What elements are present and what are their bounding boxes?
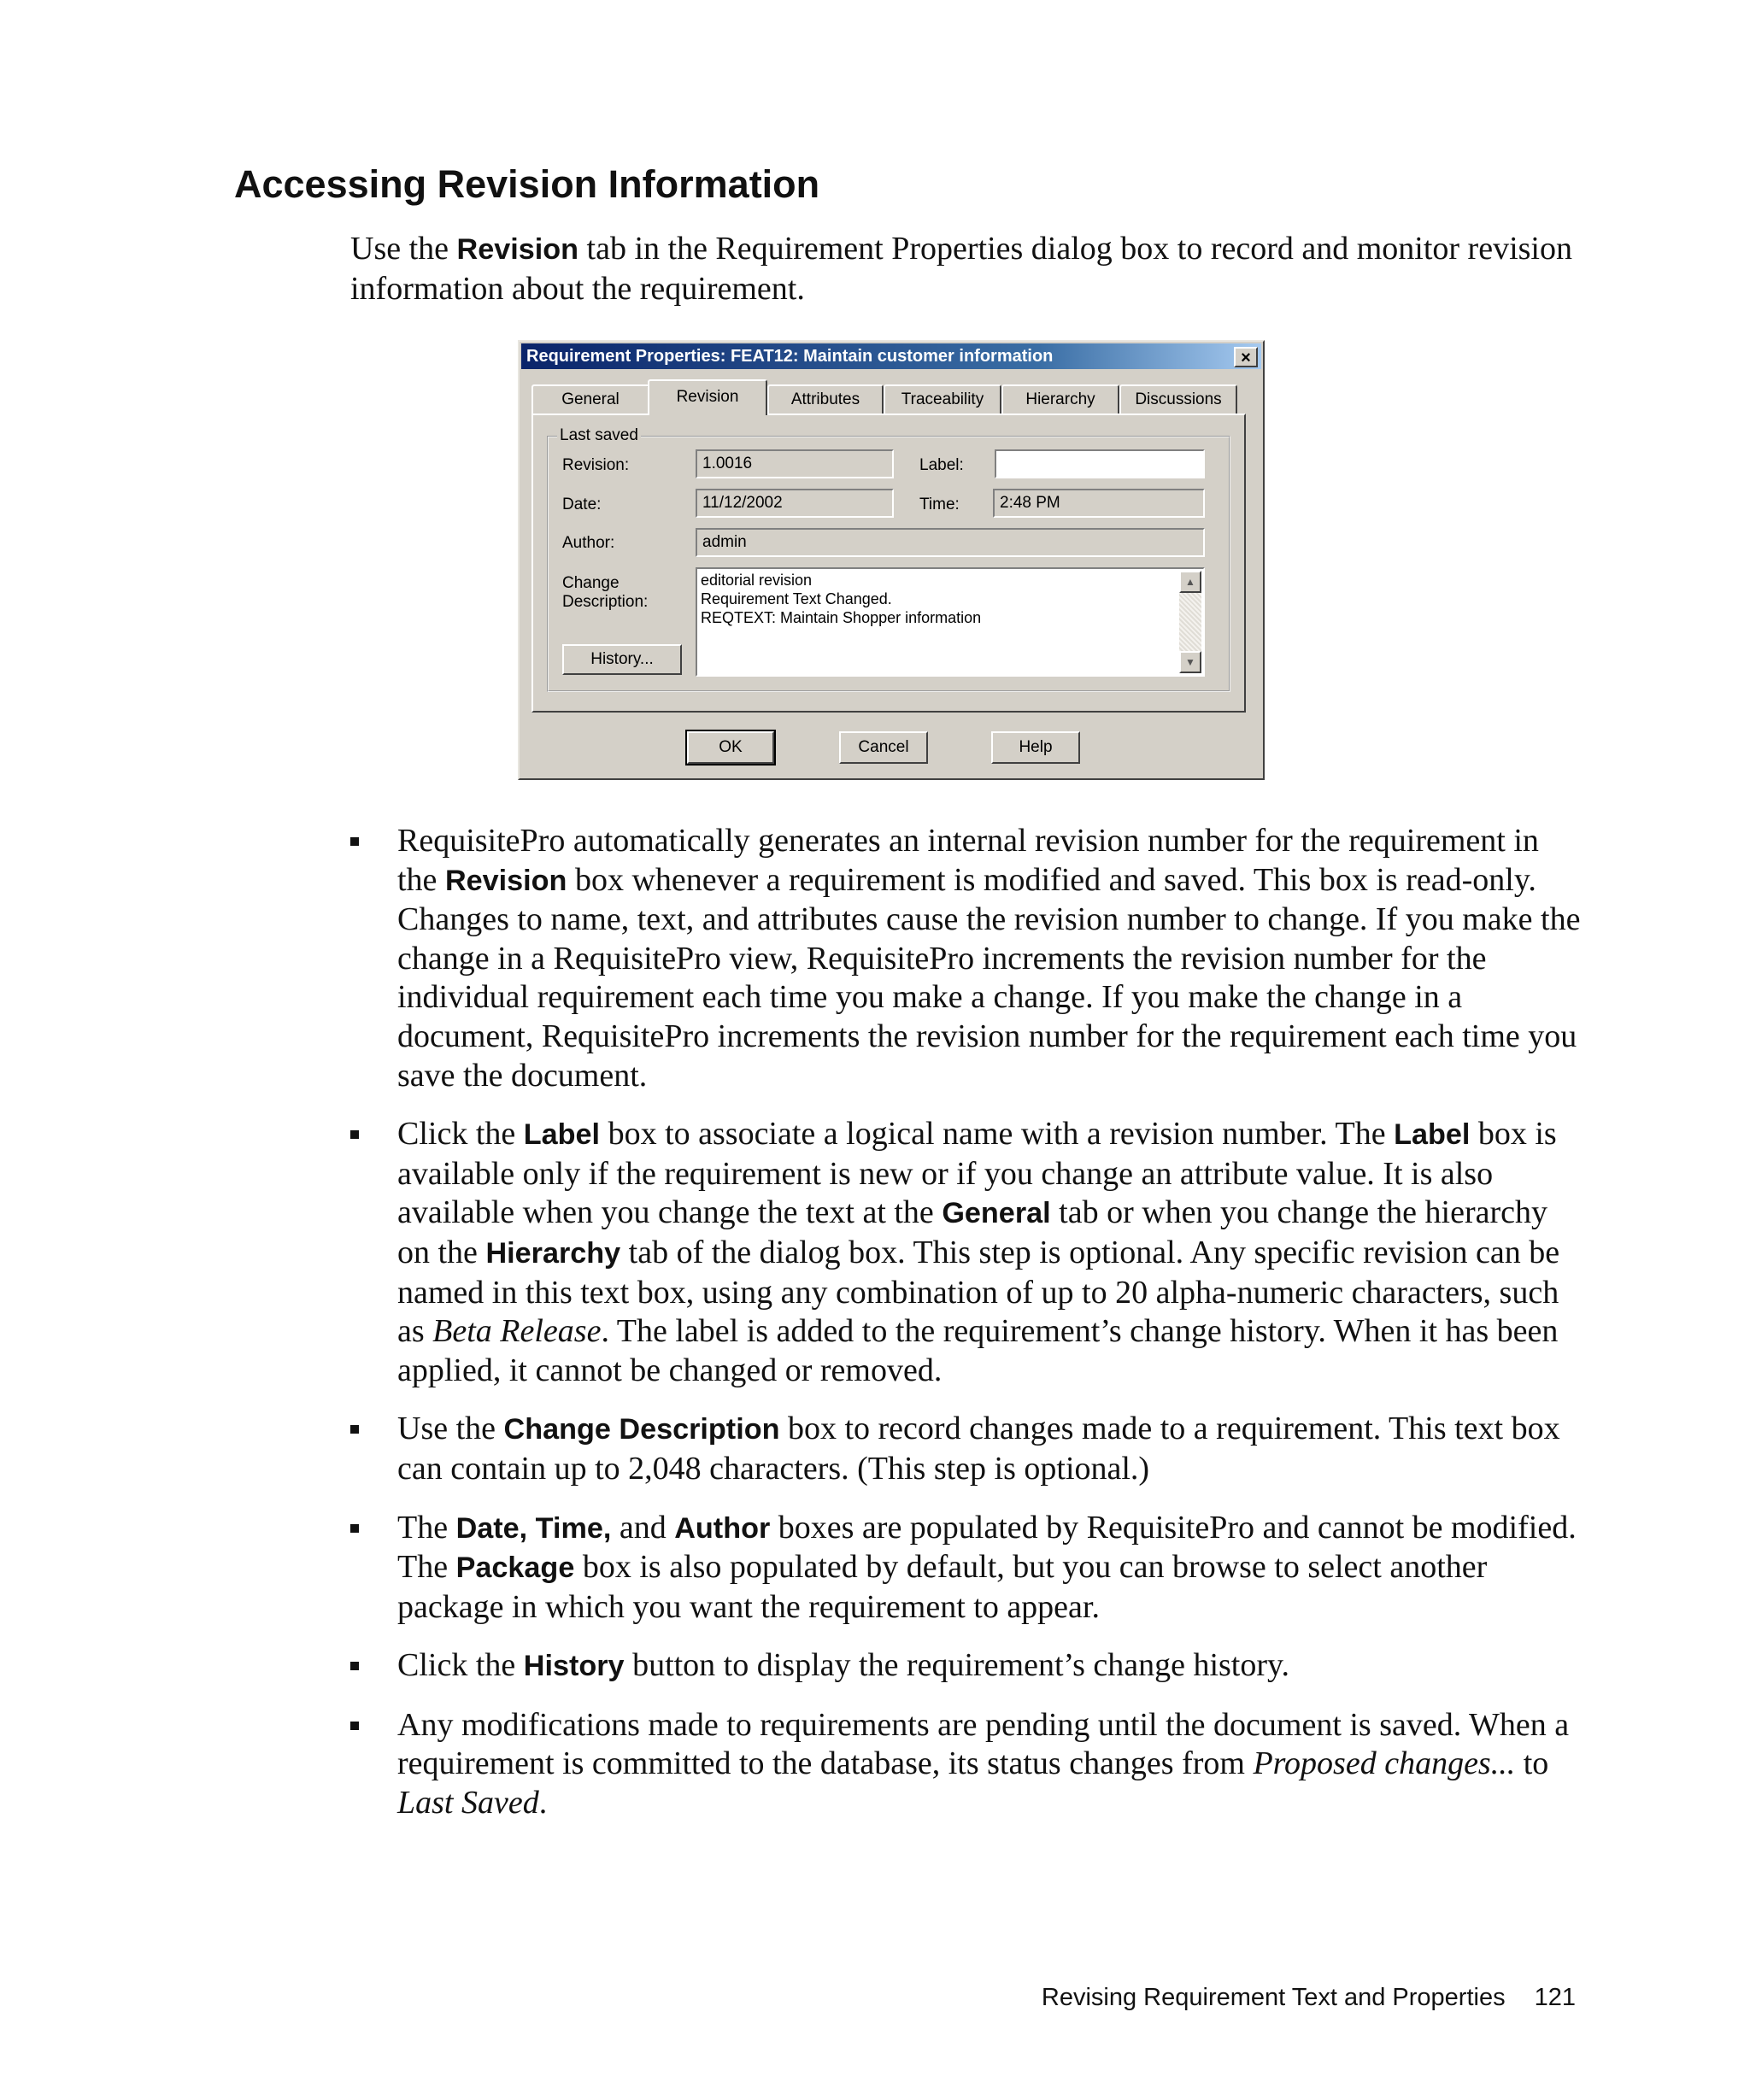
list-item: Any modifications made to requirements are pending until the document is saved. When a requirement is committed to the database, its status changes from Proposed changes... to Last Saved. [350, 1706, 1581, 1823]
last-saved-group [547, 426, 1230, 692]
change-description-line: REQTEXT: Maintain Shopper information [701, 609, 982, 626]
page-number: 121 [1534, 1984, 1576, 2011]
list-item: Click the Label box to associate a logical name with a revision number. The Label box is available only if the requirement is new or if you change an attribute value. It is also available when you change the text at the General tab or when you change the hierarchy on the Hierarchy tab of the dialog box. This step is optional. Any specific revision can be named in this text box, using any combination of up to 20 alpha-numeric characters, such as Beta Release. The label is added to the requirement’s change history. When it has been applied, it cannot be changed or removed. [350, 1115, 1581, 1390]
tab-attributes[interactable]: Attributes [767, 384, 884, 414]
cancel-button[interactable]: Cancel [839, 731, 928, 764]
history-button[interactable]: History... [562, 644, 682, 675]
revision-field: 1.0016 [696, 449, 894, 478]
ok-button[interactable]: OK [687, 731, 774, 764]
time-label: Time: [919, 496, 960, 513]
author-label: Author: [562, 534, 615, 552]
dialog-title-bar[interactable] [521, 343, 1261, 369]
date-label: Date: [562, 496, 602, 513]
time-field: 2:48 PM [993, 489, 1205, 518]
tab-general[interactable]: General [531, 384, 649, 414]
change-label-line1: Change [562, 574, 620, 592]
bullet-list [350, 822, 1581, 1843]
tab-traceability[interactable]: Traceability [884, 384, 1001, 414]
list-item: Use the Change Description box to record changes made to a requirement. This text box can contain up to 2,048 characters. (This step is optional.) [350, 1410, 1581, 1488]
scroll-up-icon[interactable]: ▲ [1179, 571, 1201, 593]
label-input[interactable] [995, 449, 1205, 478]
close-icon[interactable]: × [1234, 347, 1258, 367]
change-description-line: editorial revision [701, 572, 813, 589]
footer-section-title: Revising Requirement Text and Properties [1041, 1984, 1506, 2011]
page-footer [1042, 1984, 1576, 2012]
vertical-scrollbar[interactable] [1179, 571, 1201, 673]
list-item: RequisitePro automatically generates an internal revision number for the requirement in the Revision box whenever a requirement is modified and saved. This box is read-only. Changes to name, text, and attributes cause the revision number to change. If you make the change in a RequisitePro view, RequisitePro increments the revision number for the individual requirement each time you make a change. If you make the change in a document, RequisitePro increments the revision number for the requirement each time you save the document. [350, 822, 1581, 1095]
label-label: Label: [919, 456, 964, 474]
tab-discussions[interactable]: Discussions [1119, 384, 1237, 414]
list-item: Click the History button to display the requirement’s change history. [350, 1646, 1581, 1686]
list-item: The Date, Time, and Author boxes are populated by RequisitePro and cannot be modified. The Package box is also populated by default, but you can browse to select another package in which you want the requirement to appear. [350, 1509, 1581, 1628]
change-label-line2: Description: [562, 593, 649, 611]
intro-paragraph: Use the Revision tab in the Requirement Properties dialog box to record and monitor revision information about the requirement. [350, 231, 1572, 307]
revision-tab-panel [531, 414, 1246, 713]
group-title: Last saved [557, 426, 641, 445]
date-field: 11/12/2002 [696, 489, 894, 518]
section-heading: Accessing Revision Information [234, 162, 820, 206]
tab-revision[interactable]: Revision [648, 379, 767, 415]
tab-hierarchy[interactable]: Hierarchy [1001, 384, 1119, 414]
scroll-down-icon[interactable]: ▼ [1179, 651, 1201, 673]
dialog-title: Requirement Properties: FEAT12: Maintain customer information [526, 347, 1054, 366]
change-description-line: Requirement Text Changed. [701, 590, 892, 607]
revision-label: Revision: [562, 456, 630, 474]
help-button[interactable]: Help [991, 731, 1080, 764]
change-description-textarea[interactable] [696, 567, 1205, 677]
author-field: admin [696, 528, 1205, 557]
requirement-properties-dialog [518, 340, 1265, 780]
